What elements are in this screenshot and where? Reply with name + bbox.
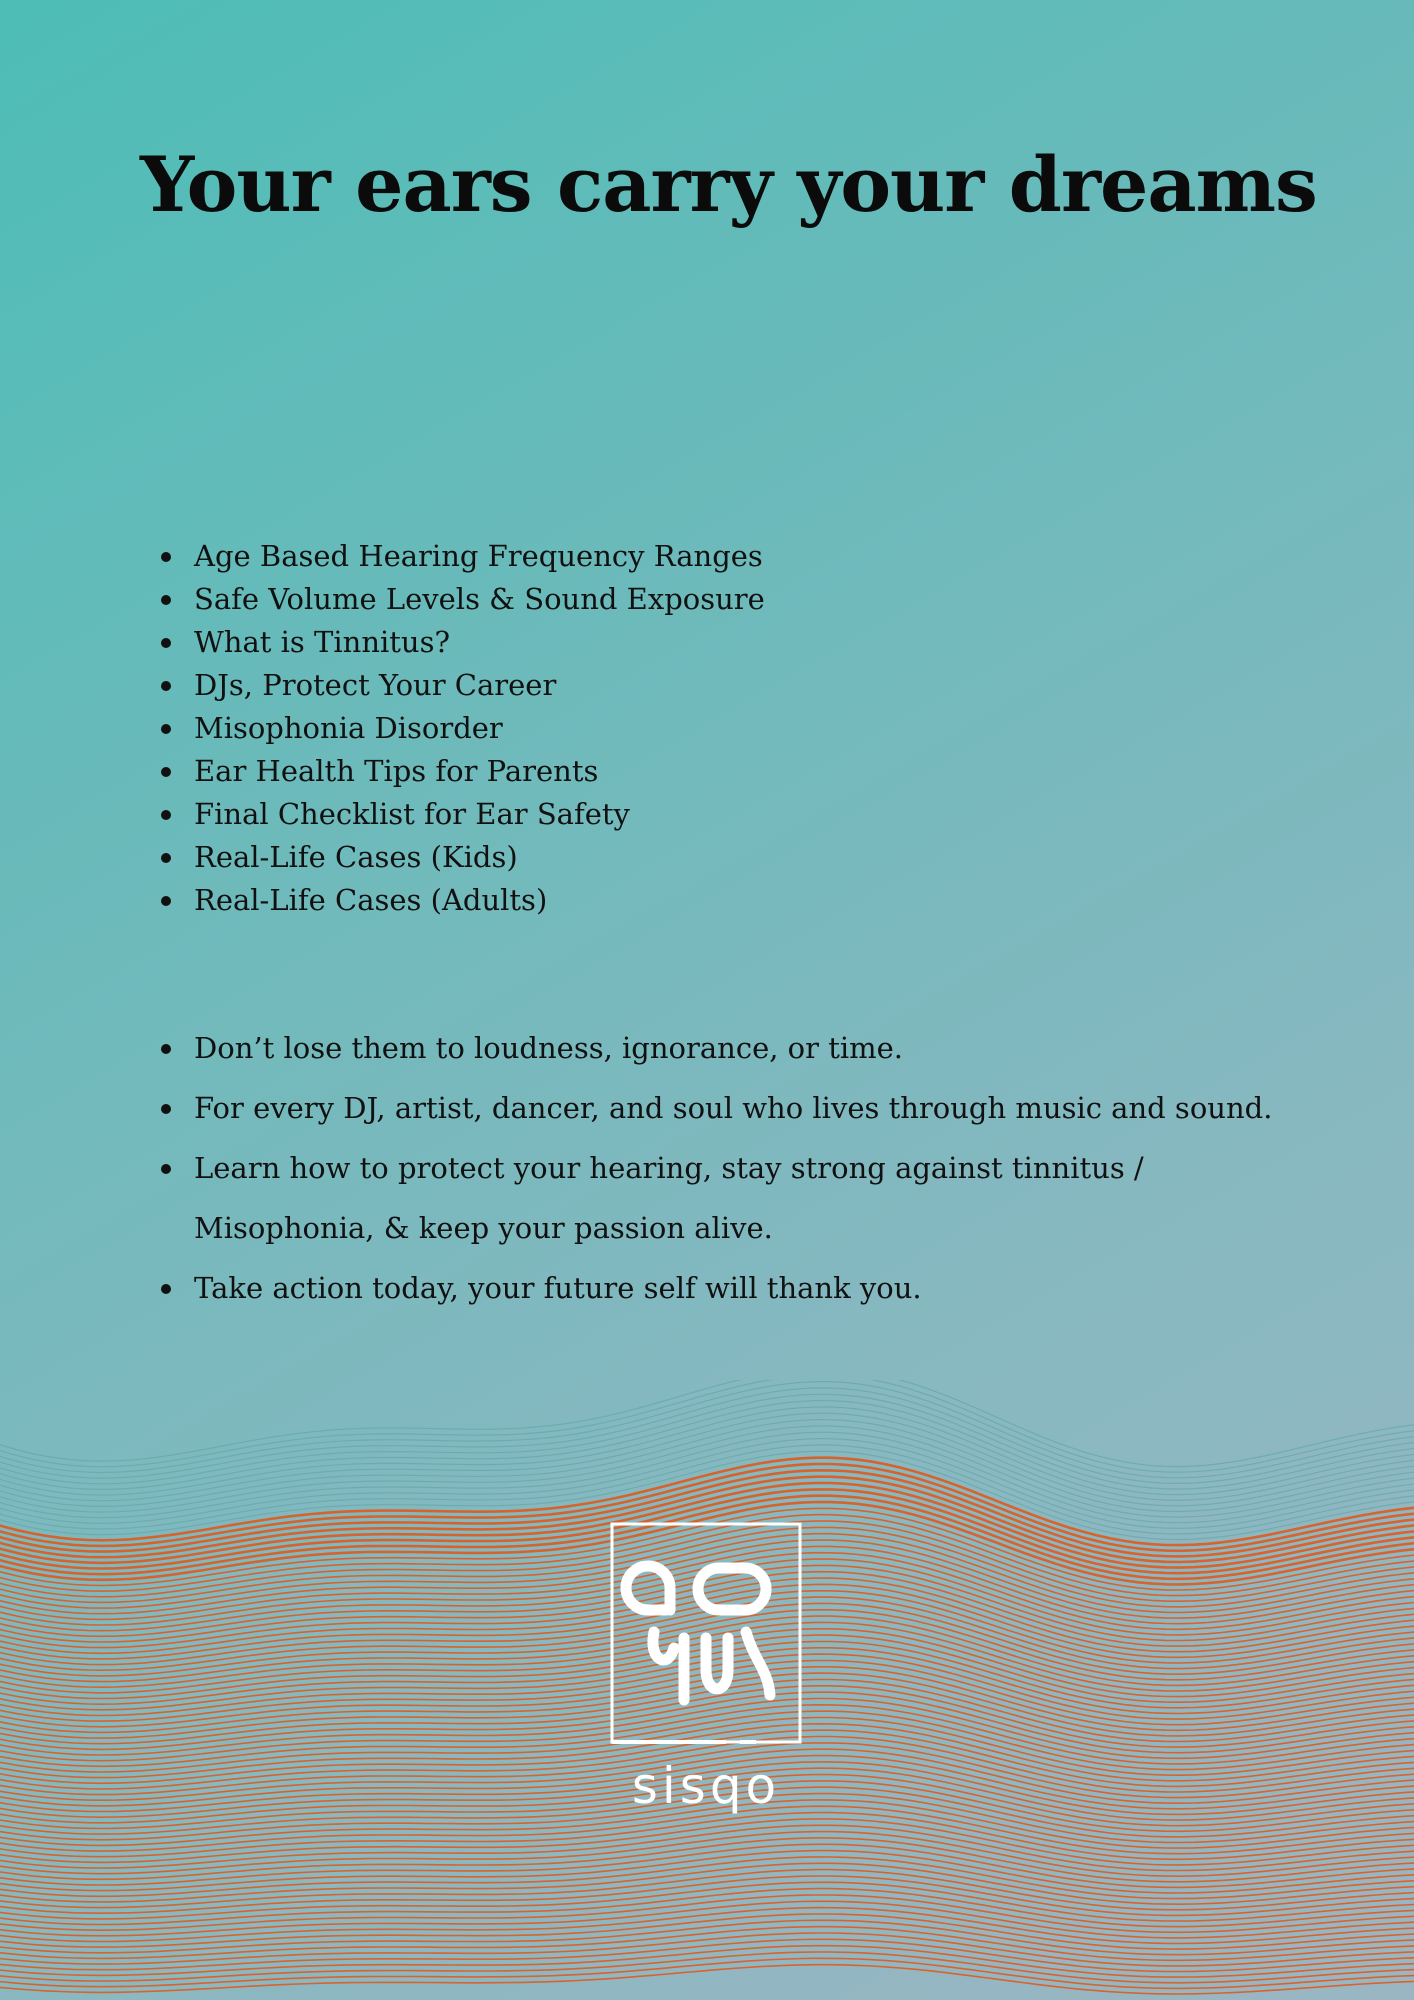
wave-line [0,1946,1414,1977]
wave-line [0,1939,1414,1971]
wave-line [0,1432,1414,1522]
message-item: Take action today, your future self will thank you. [155,1258,1295,1318]
topic-item: Ear Health Tips for Parents [155,750,765,793]
message-item: Learn how to protect your hearing, stay strong against tinnitus / Misophonia, & keep your passion alive. [155,1138,1295,1258]
topic-item: Final Checklist for Ear Safety [155,793,765,836]
topic-item: Safe Volume Levels & Sound Exposure [155,578,765,621]
topic-item: What is Tinnitus? [155,621,765,664]
wave-line [0,1952,1414,1983]
wave-line [0,1965,1414,1994]
wave-line [0,1382,1414,1478]
message-item: Don’t lose them to loudness, ignorance, or time. [155,1018,1295,1078]
page-title: Your ears carry your dreams [140,140,1317,229]
topic-item: Misophonia Disorder [155,707,765,750]
sisqo-logo [606,1520,806,1820]
topic-item: Real-Life Cases (Kids) [155,836,765,879]
messages-list [155,1018,1295,1318]
topics-list [155,535,765,922]
wave-line [0,1439,1414,1529]
topic-item: Real-Life Cases (Adults) [155,879,765,922]
logo-wordmark: sisqo [631,1757,781,1815]
wave-line [0,1958,1414,1988]
topic-item: DJs, Protect Your Career [155,664,765,707]
message-item: For every DJ, artist, dancer, and soul who lives through music and sound. [155,1078,1295,1138]
topic-item: Age Based Hearing Frequency Ranges [155,535,765,578]
